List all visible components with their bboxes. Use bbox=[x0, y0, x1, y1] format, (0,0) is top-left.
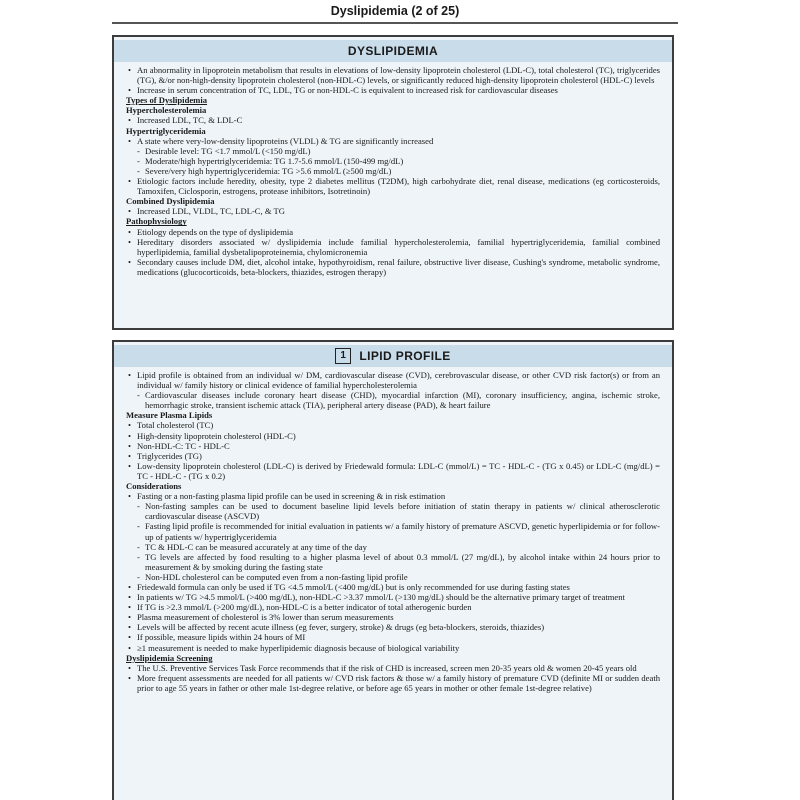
bullet-item: • Friedewald formula can only be used if TG <4.5 mmol/L (<400 mg/dL) but is only recommended for use during fasting states bbox=[126, 582, 660, 592]
bullet-item: • In patients w/ TG >4.5 mmol/L (>400 mg/dL), non-HDL-C >3.37 mmol/L (>130 mg/dL) should be the alternative primary target of treatment bbox=[126, 592, 660, 602]
subheading: Hypercholesterolemia bbox=[126, 105, 207, 116]
bullet-item: • Etiologic factors include heredity, obesity, type 2 diabetes mellitus (T2DM), high carbohydrate diet, renal disease, medications (eg corticosteroids, Tamoxifen, Ciclosporin, estrogens, protease inhibitors, Isotretinoin) bbox=[126, 176, 660, 196]
bullet-item: • High-density lipoprotein cholesterol (HDL-C) bbox=[126, 431, 660, 441]
bullet-item: • If TG is >2.3 mmol/L (>200 mg/dL), non-HDL-C is a better indicator of total atherogenic burden bbox=[126, 602, 660, 612]
section-subheading: Types of Dyslipidemia bbox=[126, 95, 208, 106]
section-number-badge: 1 bbox=[335, 348, 351, 364]
section-body bbox=[114, 62, 672, 277]
page-title: Dyslipidemia (2 of 25) bbox=[330, 4, 460, 18]
bullet-item: • Plasma measurement of cholesterol is 3% lower than serum measurements bbox=[126, 612, 660, 622]
bullet-item: • Fasting or a non-fasting plasma lipid profile can be used in screening & in risk estimation bbox=[126, 491, 660, 501]
dyslipidemia-section bbox=[112, 35, 674, 330]
section-heading: DYSLIPIDEMIA bbox=[347, 44, 439, 58]
section-subheading: Dyslipidemia Screening bbox=[126, 652, 213, 663]
bullet-item: • Hereditary disorders associated w/ dyslipidemia include familial hypercholesterolemia, familial hypertriglyceridemia, familial combined hyperlipidemia, familial dysbetalipoproteinemia, chylomicronemia bbox=[126, 237, 660, 257]
subheading: Considerations bbox=[126, 481, 182, 492]
bullet-item: • Low-density lipoprotein cholesterol (LDL-C) is derived by Friedewald formula: LDL-C (mmol/L) = TC - HDL-C - (TG x 0.45) or LDL-C (mg/dL) = TC - HDL-C - (TG x 0.2) bbox=[126, 461, 660, 481]
subheading: Hypertriglyceridemia bbox=[126, 125, 206, 136]
lipid-profile-section bbox=[112, 340, 674, 800]
bullet-item: • An abnormality in lipoprotein metabolism that results in elevations of low-density lipoprotein cholesterol (LDL-C), total cholesterol (TC), triglycerides (TG), &/or non-high-density lipoprotein cholesterol (non-HDL-C) levels, or significantly reduced high-density lipoprotein cholesterol (HDL-C) levels bbox=[126, 65, 660, 85]
bullet-item: • Increased LDL, TC, & LDL-C bbox=[126, 115, 660, 125]
bullet-item: • Increased LDL, VLDL, TC, LDL-C, & TG bbox=[126, 206, 660, 216]
bullet-item: • Triglycerides (TG) bbox=[126, 451, 660, 461]
sub-bullet-item: - Cardiovascular diseases include coronary heart disease (CHD), myocardial infarction (MI), coronary insufficiency, angina, ischemic stroke, hemorrhagic stroke, transient ischemic attack (TIA), peripheral artery disease (PAD), & heart failure bbox=[126, 390, 660, 410]
bullet-item: • ≥1 measurement is needed to make hyperlipidemic diagnosis because of biological variability bbox=[126, 643, 660, 653]
sub-bullet-item: - TG levels are affected by food resulting to a higher plasma level of about 0.3 mmol/L (27 mg/dL), by alcohol intake within 24 hours prior to measurement & by smoking during the fasting state bbox=[126, 552, 660, 572]
sub-bullet-item: - Moderate/high hypertriglyceridemia: TG 1.7-5.6 mmol/L (150-499 mg/dL) bbox=[126, 156, 660, 166]
subheading: Combined Dyslipidemia bbox=[126, 196, 215, 207]
sub-bullet-item: - Non-HDL cholesterol can be computed even from a non-fasting lipid profile bbox=[126, 572, 660, 582]
bullet-item: • If possible, measure lipids within 24 hours of MI bbox=[126, 632, 660, 642]
sub-bullet-item: - Non-fasting samples can be used to document baseline lipid levels before initiation of statin therapy in patients w/ clinical atherosclerotic cardiovascular disease (ASCVD) bbox=[126, 501, 660, 521]
bullet-item: • Lipid profile is obtained from an individual w/ DM, cardiovascular disease (CVD), cerebrovascular disease, or other CVD risk factor(s) or from an individual w/ family history or clinical evidence of familial hypercholesterolemia bbox=[126, 370, 660, 390]
bullet-item: • Secondary causes include DM, diet, alcohol intake, hypothyroidism, renal failure, obstructive liver disease, Cushing's syndrome, metabolic syndrome, medications (glucocorticoids, beta-blockers, thiazides, estrogen therapy) bbox=[126, 257, 660, 277]
bullet-item: • Non-HDL-C: TC - HDL-C bbox=[126, 441, 660, 451]
sub-bullet-item: - TC & HDL-C can be measured accurately at any time of the day bbox=[126, 542, 660, 552]
section-header bbox=[114, 345, 672, 367]
bullet-item: • Levels will be affected by recent acute illness (eg fever, surgery, stroke) & drugs (eg beta-blockers, steroids, thiazides) bbox=[126, 622, 660, 632]
bullet-item: • Total cholesterol (TC) bbox=[126, 420, 660, 430]
sub-bullet-item: - Fasting lipid profile is recommended for initial evaluation in patients w/ a family history of premature ASCVD, genetic hyperlipidemia or for follow-up of patients w/ hypertriglyceridemia bbox=[126, 521, 660, 541]
subheading: Measure Plasma Lipids bbox=[126, 410, 213, 421]
bullet-item: • Etiology depends on the type of dyslipidemia bbox=[126, 227, 660, 237]
bullet-item: • The U.S. Preventive Services Task Force recommends that if the risk of CHD is increased, screen men 20-35 years old & women 20-45 years old bbox=[126, 663, 660, 673]
bullet-item: • A state where very-low-density lipoproteins (VLDL) & TG are significantly increased bbox=[126, 136, 660, 146]
title-divider bbox=[112, 22, 678, 24]
document-page bbox=[108, 0, 682, 800]
bullet-item: • Increase in serum concentration of TC, LDL, TG or non-HDL-C is equivalent to increased risk for cardiovascular diseases bbox=[126, 85, 660, 95]
section-body bbox=[114, 367, 672, 693]
sub-bullet-item: - Desirable level: TG <1.7 mmol/L (<150 mg/dL) bbox=[126, 146, 660, 156]
section-heading: LIPID PROFILE bbox=[359, 349, 451, 363]
section-subheading: Pathophysiology bbox=[126, 216, 187, 227]
bullet-item: • More frequent assessments are needed for all patients w/ CVD risk factors & those w/ a family history of premature CVD (definite MI or sudden death prior to age 55 years in father or other male 1st-degree relative, or before age 65 years in mother or other female 1st-degree relative) bbox=[126, 673, 660, 693]
section-header bbox=[114, 40, 672, 62]
sub-bullet-item: - Severe/very high hypertriglyceridemia: TG >5.6 mmol/L (≥500 mg/dL) bbox=[126, 166, 660, 176]
